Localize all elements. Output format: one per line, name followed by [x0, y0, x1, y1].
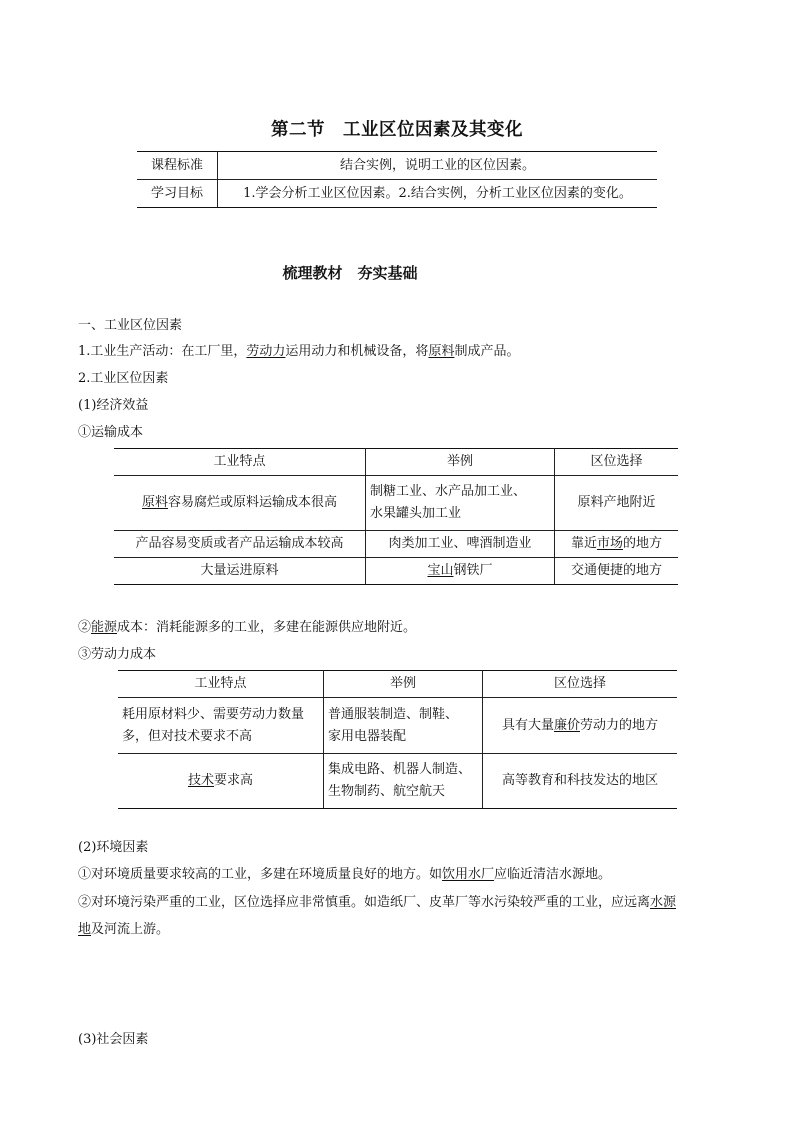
standards-content: 结合实例，说明工业的区位因素。	[218, 152, 658, 180]
standards-table	[137, 151, 657, 208]
cell-underline: 技术	[187, 773, 214, 788]
table-header: 区位选择	[483, 671, 678, 698]
table-cell	[118, 754, 324, 809]
cell-text: 劳动力的地方	[580, 717, 659, 733]
table-cell	[118, 698, 324, 754]
table-cell	[555, 531, 679, 558]
cell-line: 普通服装制造、制鞋、	[328, 706, 459, 722]
cell-underline: 廉价	[553, 717, 580, 733]
env-line1	[78, 863, 611, 882]
table-cell	[324, 754, 483, 809]
env-heading: (2)环境因素	[78, 840, 149, 855]
table-header: 举例	[366, 449, 555, 476]
cell-line: 集成电路、机器人制造、	[328, 762, 472, 777]
transport-cost-table	[114, 448, 678, 585]
energy-cost-line	[78, 616, 416, 635]
table-cell: 交通便捷的地方	[555, 558, 679, 585]
cell-underline: 市场	[596, 536, 623, 551]
env-line1-suffix: 应临近清洁水源地。	[494, 867, 612, 882]
env-line3-underline: 地	[78, 922, 92, 937]
cell-line: 制糖工业、水产品加工业、	[370, 484, 527, 499]
table-header: 区位选择	[555, 449, 679, 476]
objectives-content: 1.学会分析工业区位因素。2.结合实例，分析工业区位因素的变化。	[218, 180, 658, 208]
table-header: 举例	[324, 671, 483, 698]
energy-rest: 成本：消耗能源多的工业，多建在能源供应地附近。	[117, 620, 417, 635]
table-cell	[324, 698, 483, 754]
cell-text: 靠近	[570, 536, 597, 551]
page-title: 第二节 工业区位因素及其变化	[271, 120, 523, 140]
env-line1-prefix: ①对环境质量要求较高的工业，多建在环境质量良好的地方。如	[78, 867, 443, 882]
social-heading: (3)社会因素	[78, 1032, 149, 1047]
table-header: 工业特点	[114, 449, 366, 476]
env-line2	[78, 891, 676, 910]
table-row	[114, 558, 678, 585]
cell-underline: 原料	[141, 495, 168, 510]
table-cell: 产品容易变质或者产品运输成本较高	[114, 531, 366, 558]
cell-line: 家用电器装配	[328, 728, 407, 744]
energy-prefix: ②	[78, 620, 92, 635]
cell-line: 多，但对技术要求不高	[122, 728, 253, 744]
table-cell: 高等教育和科技发达的地区	[483, 754, 678, 809]
cell-text: 容易腐烂或原料运输成本很高	[168, 495, 338, 510]
table-cell	[366, 476, 555, 531]
table-header: 工业特点	[118, 671, 324, 698]
env-line3-suffix: 及河流上游。	[91, 922, 170, 937]
table-cell: 大量运进原料	[114, 558, 366, 585]
sub1-economic-benefit: (1)经济效益	[78, 398, 149, 413]
cell-line: 耗用原材料少、需要劳动力数量	[122, 706, 305, 722]
cell-text: 要求高	[214, 773, 254, 788]
env-line2-prefix: ②对环境污染严重的工业，区位选择应非常慎重。如造纸厂、皮革厂等水污染较严重的工业，应远离	[78, 895, 651, 910]
table-row	[114, 531, 678, 558]
section-title: 梳理教材 夯实基础	[282, 264, 418, 282]
item1-prefix: 1.工业生产活动：在工厂里，	[78, 344, 247, 359]
transport-cost-heading: ①运输成本	[78, 425, 144, 440]
item1-underline-labor: 劳动力	[246, 344, 286, 359]
part1-heading: 一、工业区位因素	[78, 318, 183, 333]
item2-location-factors: 2.工业区位因素	[78, 371, 169, 386]
table-cell	[366, 558, 555, 585]
objectives-label: 学习目标	[137, 180, 218, 208]
energy-underline: 能源	[91, 620, 118, 635]
cell-text: 的地方	[623, 536, 663, 551]
table-cell: 肉类加工业、啤酒制造业	[366, 531, 555, 558]
env-line2-underline: 水源	[650, 895, 677, 910]
item1-suffix: 制成产品。	[454, 344, 520, 359]
table-cell: 原料产地附近	[555, 476, 679, 531]
env-line3	[78, 918, 169, 937]
table-row	[114, 476, 678, 531]
env-line1-underline: 饮用水厂	[442, 867, 495, 882]
cell-line: 水果罐头加工业	[370, 506, 462, 521]
table-row	[118, 698, 677, 754]
labor-cost-heading: ③劳动力成本	[78, 647, 157, 662]
item1-underline-material: 原料	[428, 344, 455, 359]
standards-label: 课程标准	[137, 152, 218, 180]
item1-mid: 运用动力和机械设备，将	[285, 344, 429, 359]
cell-text: 具有大量	[501, 717, 554, 733]
item1-production-activity	[78, 340, 519, 359]
table-cell	[483, 698, 678, 754]
cell-underline: 宝山	[427, 563, 454, 578]
cell-text: 钢铁厂	[453, 563, 493, 578]
table-row	[118, 754, 677, 809]
table-cell	[114, 476, 366, 531]
labor-cost-table	[118, 670, 677, 809]
cell-line: 生物制药、航空航天	[328, 784, 446, 799]
